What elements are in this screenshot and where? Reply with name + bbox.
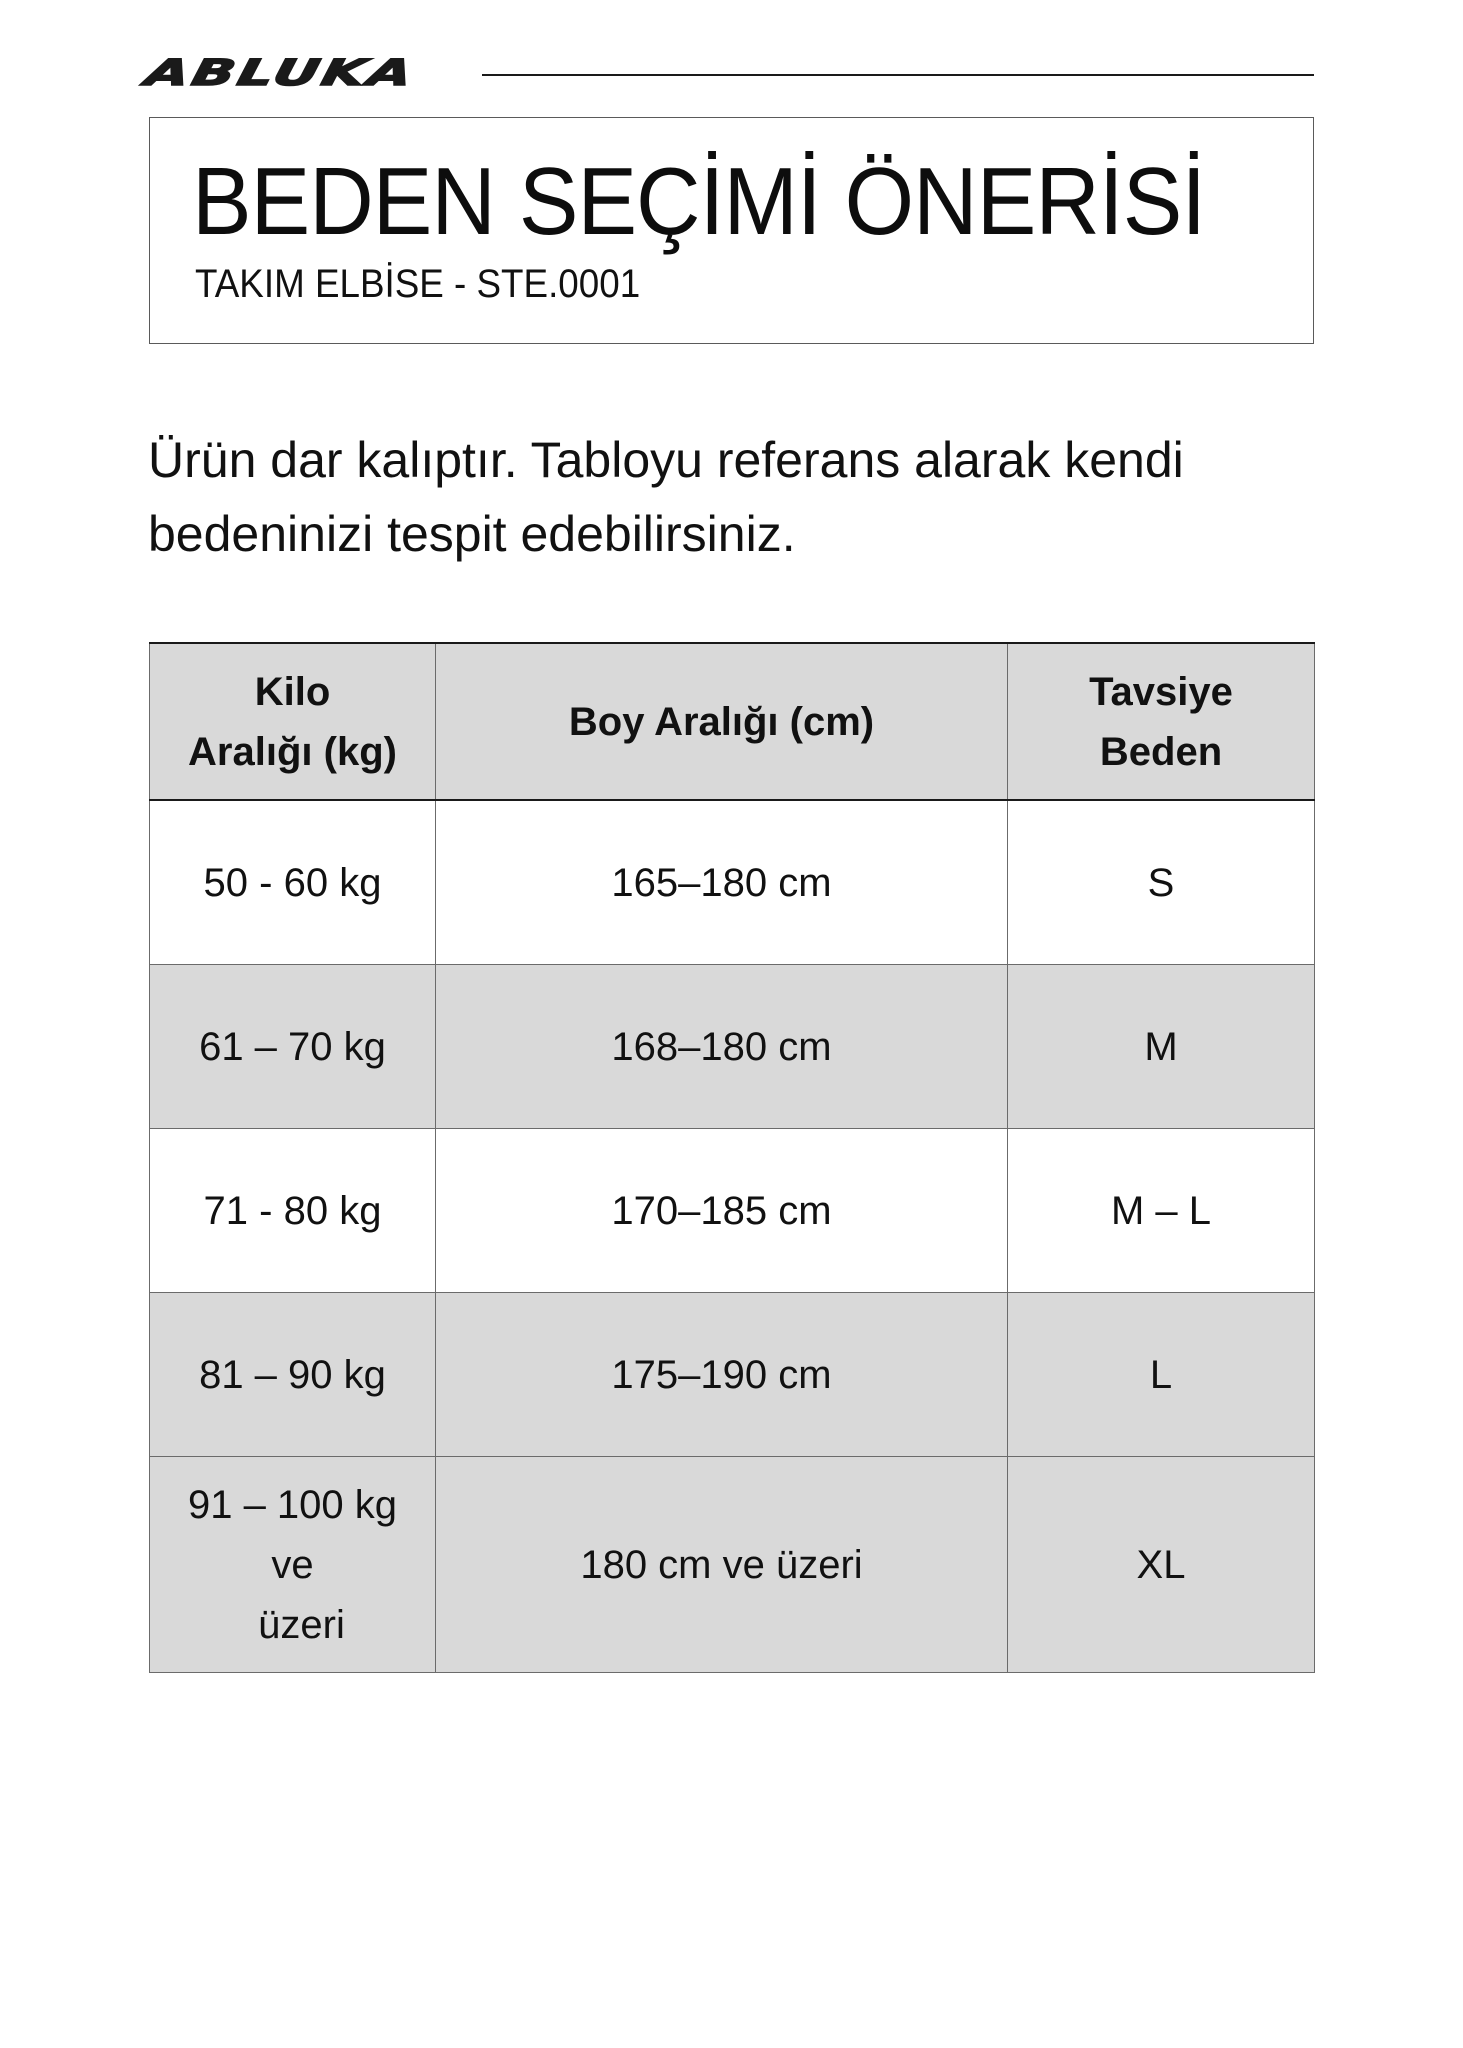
weight-cell (150, 1293, 436, 1457)
weight-cell (150, 800, 436, 965)
size-cell: M – L (1008, 1129, 1315, 1293)
height-cell: 168–180 cm (436, 965, 1008, 1129)
height-cell: 180 cm ve üzeri (436, 1457, 1008, 1673)
weight-value: 71 - 80 kg (203, 1188, 382, 1233)
column-header-line: Tavsiye (1089, 669, 1233, 714)
brand-logo: ABLUKA (141, 53, 420, 94)
weight-cell (150, 1129, 436, 1293)
size-cell: L (1008, 1293, 1315, 1457)
column-header-line: Boy Aralığı (cm) (568, 699, 875, 744)
weight-value: 61 – 70 kg (199, 1024, 386, 1069)
intro-line-2: bedeninizi tespit edebilirsiniz. (148, 506, 796, 562)
size-table (149, 642, 1315, 1673)
height-cell: 175–190 cm (436, 1293, 1008, 1457)
weight-cell (150, 965, 436, 1129)
page-title: BEDEN SEÇİMİ ÖNERİSİ (192, 148, 1206, 255)
column-header-line: Aralığı (kg) (188, 729, 397, 774)
weight-cell (150, 1457, 436, 1673)
intro-line-1: Ürün dar kalıptır. Tabloyu referans alarak kendi (148, 432, 1184, 488)
intro-paragraph (148, 423, 1318, 571)
column-header-line: Beden (1099, 729, 1223, 774)
table-row (150, 1129, 1315, 1293)
column-header-weight (150, 643, 436, 800)
header-divider (482, 74, 1314, 76)
table-row (150, 1293, 1315, 1457)
weight-value: 50 - 60 kg (203, 860, 382, 905)
column-header-height (436, 643, 1008, 800)
weight-value: ve (271, 1542, 314, 1587)
size-cell: S (1008, 800, 1315, 965)
title-box (149, 117, 1314, 344)
column-header-line: Kilo (254, 669, 331, 714)
height-cell: 165–180 cm (436, 800, 1008, 965)
table-header-row (150, 643, 1315, 800)
column-header-size (1008, 643, 1315, 800)
table-row (150, 965, 1315, 1129)
weight-value: üzeri (258, 1602, 345, 1647)
table-row (150, 800, 1315, 965)
size-cell: M (1008, 965, 1315, 1129)
weight-value: 91 – 100 kg (187, 1482, 398, 1527)
weight-value: 81 – 90 kg (199, 1352, 386, 1397)
height-cell: 170–185 cm (436, 1129, 1008, 1293)
size-cell: XL (1008, 1457, 1315, 1673)
table-row (150, 1457, 1315, 1673)
product-subtitle: TAKIM ELBİSE - STE.0001 (195, 262, 641, 306)
